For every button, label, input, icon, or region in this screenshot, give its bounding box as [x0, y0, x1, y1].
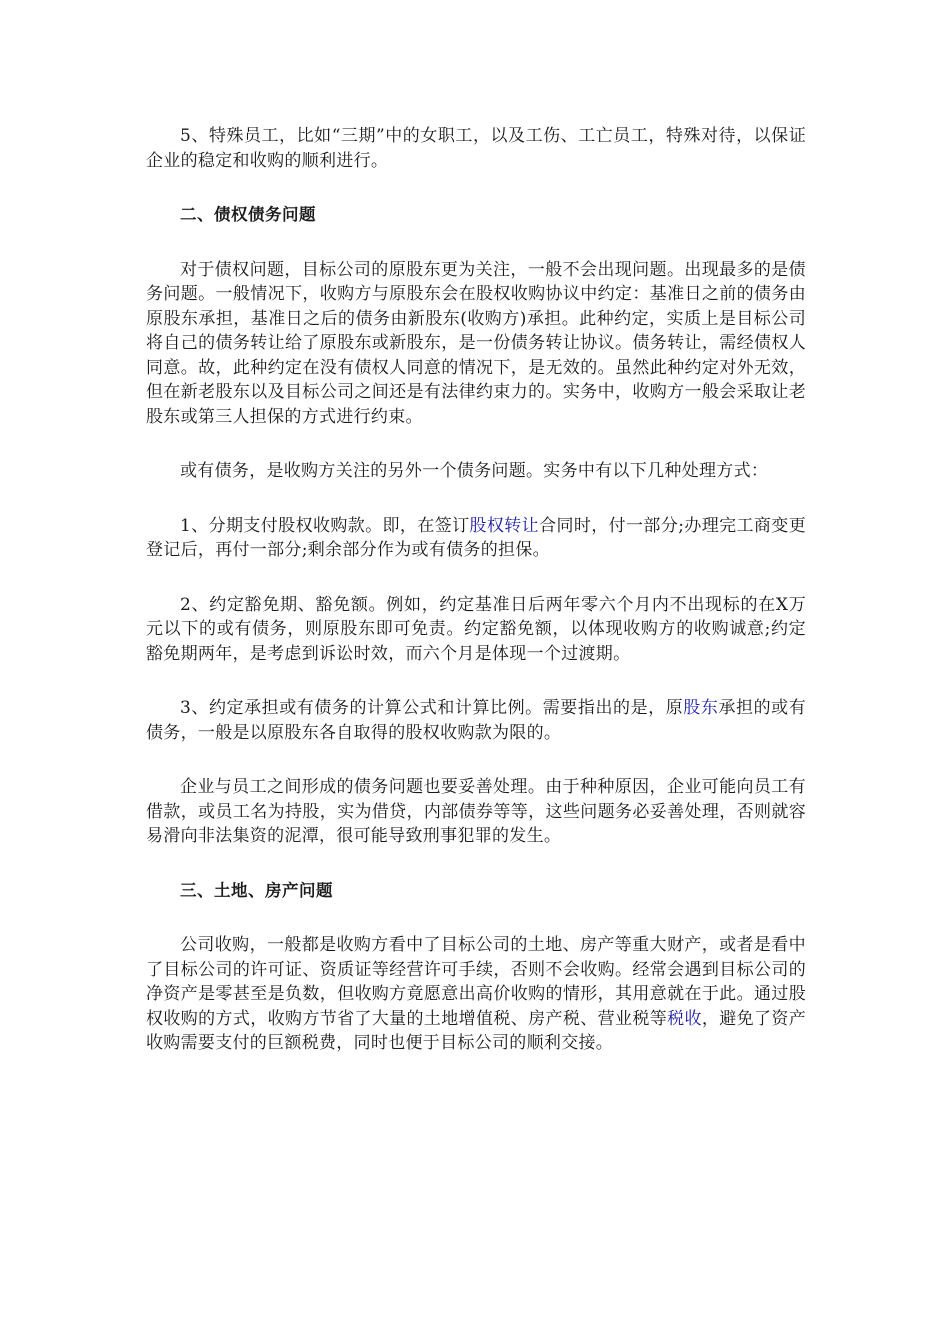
- paragraph-installment-payment: [146, 514, 806, 563]
- paragraph-text: ，避免了资产收购需要支付的巨额税费，同时也便于目标公司的顺利交接。: [146, 1008, 806, 1053]
- paragraph-land-property: [146, 933, 806, 1056]
- equity-transfer-link[interactable]: 股权转让: [469, 515, 540, 536]
- paragraph-text: 公司收购，一般都是收购方看中了目标公司的土地、房产等重大财产，或者是看中了目标公司的许可证、资质证等经营许可手续，否则不会收购。经常会遇到目标公司的净资产是零甚至是负数，但收购方竟愿意出高价收购的情形，其用意就在于此。通过股权收购的方式，收购方节省了大量的土地增值税、房产税、营业税等: [146, 935, 806, 1029]
- paragraph-exemption: 2、约定豁免期、豁免额。例如，约定基准日后两年零六个月内不出现标的在X万元以下的或有债务，则原股东即可免责。约定豁免额，以体现收购方的收购诚意;约定豁免期两年，是考虑到诉讼时效，而六个月是体现一个过渡期。: [146, 594, 806, 664]
- paragraph-formula: [146, 696, 806, 745]
- paragraph-contingent-debt: 或有债务，是收购方关注的另外一个债务问题。实务中有以下几种处理方式：: [180, 461, 769, 481]
- paragraph-text: 合同时，付一部分;办理完工商变更登记后，再付一部分;剩余部分作为或有债务的担保。: [146, 515, 806, 560]
- paragraph-employee-debt: 企业与员工之间形成的债务问题也要妥善处理。由于种种原因，企业可能向员工有借款，或员工名为持股，实为借贷，内部债券等等，这些问题务必妥善处理，否则就容易滑向非法集资的泥潭，很可能导致刑事犯罪的发生。: [146, 777, 806, 846]
- paragraph-text: 承担的或有债务，一般是以原股东各自取得的股权收购款为限的。: [146, 698, 807, 743]
- paragraph-debt-issues: 对于债权问题，目标公司的原股东更为关注，一般不会出现问题。出现最多的是债务问题。一般情况下，收购方与原股东会在股权收购协议中约定：基准日之前的债务由原股东承担，基准日之后的债务由新股东(收购方)承担。此种约定，实质上是目标公司将自己的债务转让给了原股东或新股东，是一份债务转让协议。债务转让，需经债权人同意。故，此种约定在没有债权人同意的情况下，是无效的。虽然此种约定对外无效，但在新老股东以及目标公司之间还是有法律约束力的。实务中，收购方一般会采取让老股东或第三人担保的方式进行约束。: [146, 259, 806, 427]
- paragraph-special-employees: 5、特殊员工，比如“三期”中的女职工，以及工伤、工亡员工，特殊对待，以保证企业的稳定和收购的顺利进行。: [146, 126, 806, 171]
- section-heading-debt: 二、债权债务问题: [180, 205, 316, 224]
- shareholder-link[interactable]: 股东: [683, 698, 719, 718]
- document-page: [146, 124, 806, 1056]
- taxation-link[interactable]: 税收: [667, 1008, 702, 1029]
- section-heading-land: 三、土地、房产问题: [180, 880, 333, 900]
- paragraph-text: 1、分期支付股权收购款。即，在签订: [180, 515, 470, 536]
- paragraph-text: 3、约定承担或有债务的计算公式和计算比例。需要指出的是，原: [180, 698, 684, 718]
